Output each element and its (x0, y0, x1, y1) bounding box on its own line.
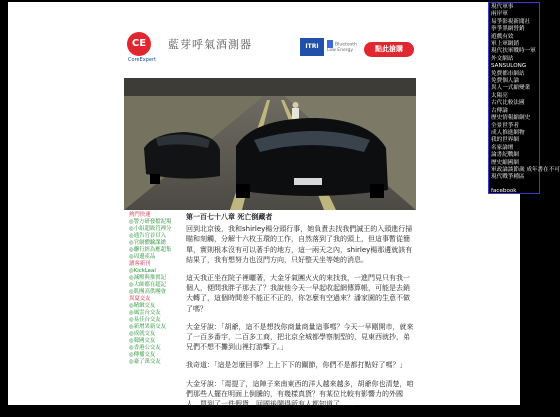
left-nav-link[interactable]: ◎韓國交友 (129, 338, 156, 344)
left-nav-link[interactable]: ◎香港公交友 (129, 345, 161, 351)
right-nav-link[interactable]: 兩岸軍 (491, 11, 508, 18)
itri-logo: ITRI (300, 38, 324, 56)
right-nav-link[interactable]: 易爭影視新聞社 (491, 18, 531, 25)
article-paragraph: 大金牙說：「胡爺，這不是想找你商量商量這事嗎？今天一早剛開市，就來了一百多番宇，二百多工商，把北京全城都學察制型的，見東西就抄，弟兄們不想不攤到山裡打游擊了。」 (186, 322, 414, 352)
left-nav-link[interactable]: ◎官網體驗課總 (129, 240, 167, 246)
right-nav-link[interactable]: 現代戰爭種區 (491, 174, 525, 181)
bluetooth-badge (327, 40, 359, 53)
left-nav-link[interactable]: ◎聯行經為應超集 (129, 247, 172, 253)
right-nav-link[interactable]: 外文網站 (491, 55, 514, 62)
bluetooth-icon (327, 40, 333, 48)
brand-logo: CE (127, 32, 151, 56)
right-nav-footer-link[interactable]: facebook (491, 187, 517, 194)
bluetooth-label: Bluetooth Low Energy (327, 42, 357, 53)
article-paragraph: 我奇道：「這是怎麼回事？上上下下的關節，你們不是都打點好了嗎？」 (186, 361, 407, 370)
left-nav-heading: 熱門快速 (129, 212, 151, 218)
right-nav-footer-link[interactable]: 點個分享 (491, 195, 514, 202)
right-nav-link[interactable]: 歷史縮國網 (491, 159, 519, 166)
left-nav-link[interactable]: ◎通告官首頁入 (129, 233, 167, 239)
right-nav-link[interactable]: 免費都市網站 (491, 70, 525, 77)
left-nav-link[interactable]: ◎大師都在超記 (129, 282, 167, 288)
left-nav-link[interactable]: ◎風雲台交友 (129, 310, 161, 316)
right-nav-link[interactable]: 論書紀戰網 (491, 152, 519, 159)
right-nav-link[interactable]: 現代軍事 (491, 4, 514, 10)
right-nav-link[interactable]: 太陽亮 (491, 92, 508, 99)
right-nav-link[interactable]: 軍政論談節歲 成年書在不可 (491, 166, 560, 173)
left-nav-link[interactable]: ◎精緻交友 (129, 303, 156, 309)
left-nav (129, 212, 181, 366)
right-nav-link[interactable]: 現代扶軍戰時一軍 (491, 48, 536, 55)
right-nav-link[interactable]: 軍上軍網銷 (491, 41, 519, 48)
banner-title: 藍芽呼氣酒測器 (168, 38, 252, 51)
left-nav-link[interactable]: ◎成就交友 (129, 331, 156, 337)
car-left (144, 132, 220, 184)
ad-banner[interactable] (124, 30, 417, 68)
left-nav-link[interactable]: ◎傳播交友 (129, 352, 156, 358)
left-nav-link[interactable]: ◎新增異新交友 (129, 324, 167, 330)
article-paragraph: 回到北京後，我和shirley楊分頭行事，她負責去找我們誠王的入頭進行掃瞄和刻觸，分解十六枚玉環的工作，自然落到了我的頭上，但這事暫從簡單，實則根本沒有可以著手的地方，這一兩天之內，shirley楊那邊就該有結果了，我有想努力也沒門方向，只好整天坐等她的消息。 (186, 225, 413, 264)
article-paragraph: 大金牙說：「甭提了，這陣子來南東西的洋人越來越多，胡爺你也清楚，咱們那些人擺在明面上倒騰的，有幾樣真貨？有某位比較有影響力的外國人，買到了一件假貨，回國後鬧得所有人都知道了…… (186, 379, 414, 409)
left-nav-link[interactable]: ◎小組超級管裡分 (129, 226, 172, 232)
left-nav-link[interactable]: ◎警方研發擋泥場 (129, 219, 172, 225)
right-nav-link[interactable]: 歷史情報縮網史 (491, 115, 531, 122)
story-illustration (124, 78, 416, 210)
right-nav-link[interactable]: 名家論壇 (491, 144, 514, 151)
left-nav-link[interactable]: ◎肌團高供團會 (129, 289, 167, 295)
right-nav-link[interactable]: 遊戲有效 (491, 33, 514, 40)
right-nav (488, 2, 560, 202)
left-nav-heading: 讀客新刊 (129, 261, 151, 267)
right-nav-link[interactable]: 古傳論 (491, 107, 508, 114)
left-nav-heading: 異夏交友 (129, 296, 151, 302)
buy-now-button[interactable]: 點此搶購 (364, 42, 414, 57)
right-nav-link[interactable]: 成人推進網物 (491, 129, 525, 136)
right-nav-link[interactable]: 免費個人論 (491, 78, 519, 85)
right-nav-link[interactable]: 拳爭黑網營銷 (491, 26, 525, 33)
chapter-title: 第一百七十八章 死亡倒藏者 (186, 213, 273, 221)
left-nav-link[interactable]: ◎臺了萬交友 (129, 359, 161, 365)
article-body (186, 224, 416, 409)
right-nav-link[interactable]: 我的世界網 (491, 137, 519, 144)
right-nav-link[interactable]: 全景世爭者 (491, 122, 519, 129)
left-nav-link[interactable]: ◎KickLeal (129, 268, 156, 274)
brand-name: CoreExpert (128, 57, 156, 63)
article-paragraph: 這天我正坐在院子裡曬著，大金牙氣團火火的來找我，一進門見只有我一個人，便問我胖子那去了？我說他今天一早起收起網傳算帳，可能是去銷大轉了，這個時間差不能正不正的，你怎麼有空過來？潘家園的生意不做了嗎？ (186, 274, 410, 313)
right-nav-link[interactable]: 古代比較法國 (491, 100, 525, 107)
left-nav-link[interactable]: ◎減壓與推實記 (129, 275, 167, 281)
right-nav-link[interactable]: 異人一式縮變業 (491, 85, 531, 92)
left-nav-link[interactable]: ◎周邊產品 (129, 254, 156, 260)
right-nav-link[interactable]: SANSULONG (491, 63, 527, 70)
article (186, 212, 416, 417)
left-nav-link[interactable]: ◎易佳台交友 (129, 317, 161, 323)
car-right (236, 118, 388, 198)
